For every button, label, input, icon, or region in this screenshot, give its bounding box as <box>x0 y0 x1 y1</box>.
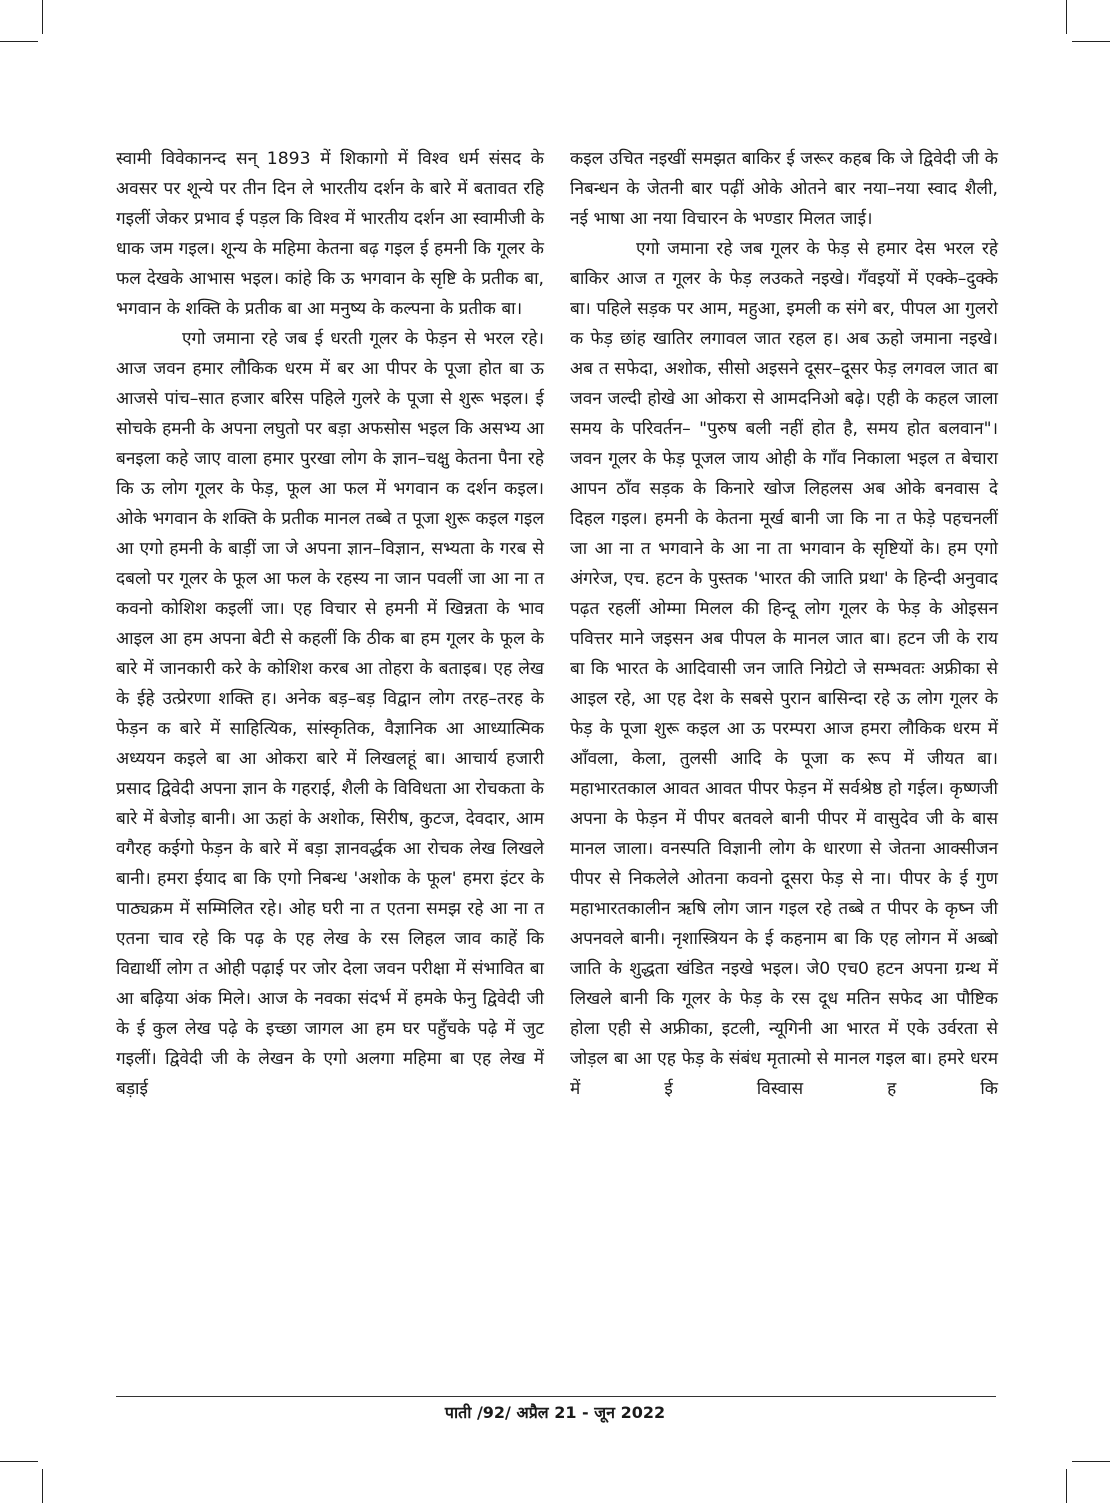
footer-divider <box>116 1396 996 1397</box>
paragraph: स्वामी विवेकानन्द सन् 1893 में शिकागो में विश्व धर्म संसद के अवसर पर शून्ये पर तीन दिन ले भारतीय दर्शन के बारे में बतावत रहि गइलीं जेकर प्रभाव ई पड़ल कि विश्व में भारतीय दर्शन आ स्वामीजी के धाक जम गइल। शून्य के महिमा केतना बढ़ गइल ई हमनी कि गूलर के फल देखके आभास भइल। कांहे कि ऊ भगवान के सृष्टि के प्रतीक बा, भगवान के शक्ति के प्रतीक बा आ मनुष्य के कल्पना के प्रतीक बा। <box>116 149 545 319</box>
crop-mark <box>1066 1469 1067 1503</box>
page-footer: पाती /92/ अप्रैल 21 - जून 2022 <box>444 1403 666 1422</box>
paragraph: एगो जमाना रहे जब ई धरती गूलर के फेड़न से भरल रहे। आज जवन हमार लौकिक धरम में बर आ पीपर के पूजा होत बा ऊ आजसे पांच–सात हजार बरिस पहिले गुलरे के पूजा से शुरू भइल। ई सोचके हमनी के अपना लघुतो पर बड़ा अफसोस भइल कि असभ्य आ बनइला कहे जाए वाला हमार पुरखा लोग के ज्ञान–चक्षु केतना पैना रहे कि ऊ लोग गूलर के फेड़, फूल आ फल में भगवान क दर्शन कइल। ओके भगवान के शक्ति के प्रतीक मानल तब्बे त पूजा शुरू कइल गइल आ एगो हमनी के बाड़ीं जा जे अपना ज्ञान–विज्ञान, सभ्यता के गरब से दबलो पर गूलर के फूल आ फल के रहस्य ना जान पवलीं जा आ ना त कवनो कोशिश कइलीं जा। एह विचार से हमनी में खिन्नता के भाव आइल आ हम अपना बेटी से कहलीं कि ठीक बा हम गूलर के फूल के बारे में जानकारी करे के कोशिश करब आ तोहरा के बताइब। एह लेख के ईहे उत्प्रेरणा शक्ति ह। अनेक बड़–बड़ विद्वान लोग तरह–तरह के फेड़न क बारे में साहित्यिक, सांस्कृतिक, वैज्ञानिक आ आध्यात्मिक अध्ययन कइले बा आ ओकरा बारे में लिखलहूं बा। आचार्य हजारी प्रसाद द्विवेदी अपना ज्ञान के गहराई, शैली के विविधता आ रोचकता के बारे में बेजोड़ बानी। आ ऊहां के अशोक, सिरीष, कुटज, देवदार, आम वगैरह कईगो फेड़न के बारे में बड़ा ज्ञानवर्द्धक आ रोचक लेख लिखले बानी। हमरा ईयाद बा कि एगो निबन्ध 'अशोक के फूल' हमरा इंटर के पाठ्यक्रम में सम्मिलित रहे। ओह घरी ना त एतना समझ रहे आ ना त एतना चाव रहे कि पढ़ के एह लेख के रस लिहल जाव काहें कि विद्यार्थी लोग त ओही पढ़ाई पर जोर देला जवन परीक्षा में संभावित बा आ बढ़िया अंक मिले। आज के नवका संदर्भ में हमके फेनु द्विवेदी जी के ई कुल लेख पढ़े के इच्छा जागल आ हम घर पहुँचके पढ़े में जुट गइलीं। द्विवेदी जी के लेखन के एगो अलगा महिमा बा एह लेख में बड़ाई <box>116 329 544 1099</box>
crop-mark <box>42 1469 43 1503</box>
crop-mark <box>42 0 43 34</box>
paragraph: एगो जमाना रहे जब गूलर के फेड़ से हमार देस भरल रहे बाकिर आज त गूलर के फेड़ लउकते नइखे। गँवइयों में एक्के–दुक्के बा। पहिले सड़क पर आम, महुआ, इमली क संगे बर, पीपल आ गुलरो क फेड़ छांह खातिर लगावल जात रहल ह। अब ऊहो जमाना नइखे। अब त सफेदा, अशोक, सीसो अइसने दूसर–दूसर फेड़ लगवल जात बा जवन जल्दी होखे आ ओकरा से आमदनिओ बढ़े। एही के कहल जाला समय के परिवर्तन– "पुरुष बली नहीं होत है, समय होत बलवान"। जवन गूलर के फेड़ पूजल जाय ओही के गाँव निकाला भइल त बेचारा आपन ठाँव सड़क के किनारे खोज लिहलस अब ओके बनवास दे दिहल गइल। हमनी के केतना मूर्ख बानी जा कि ना त फेड़े पहचनलीं जा आ ना त भगवाने के आ ना ता भगवान के सृष्टियों के। हम एगो अंगरेज, एच. हटन के पुस्तक 'भारत की जाति प्रथा' के हिन्दी अनुवाद पढ़त रहलीं ओम्मा मिलल की हिन्दू लोग गूलर के फेड़ के ओइसन पवित्तर माने जइसन अब पीपल के मानल जात बा। हटन जी के राय बा कि भारत के आदिवासी जन जाति निग्रेटो जे सम्भवतः अफ्रीका से आइल रहे, आ एह देश के सबसे पुरान बासिन्दा रहे ऊ लोग गूलर के फेड़ के पूजा शुरू कइल आ ऊ परम्परा आज हमरा लौकिक धरम में आँवला, केला, तुलसी आदि के पूजा क रूप में जीयत बा। महाभारतकाल आवत आवत पीपर फेड़न में सर्वश्रेष्ठ हो गईल। कृष्णजी अपना के फेड़न में पीपर बतवले बानी पीपर में वासुदेव जी के बास मानल जाला। वनस्पति विज्ञानी लोग के धारणा से जेतना आक्सीजन पीपर से निकलेले ओतना कवनो दूसरा फेड़ से ना। पीपर के ई गुण महाभारतकालीन ऋषि लोग जान गइल रहे तब्बे त पीपर के कृष्न जी अपनवले बानी। नृशास्त्रियन के ई कहनाम बा कि एह लोगन में अब्बो जाति के शुद्धता खंडित नइखे भइल। जे0 एच0 हटन अपना ग्रन्थ में लिखले बानी कि गूलर के फेड़ के रस दूध मतिन सफेद आ पौष्टिक होला एही से अफ्रीका, इटली, न्यूगिनी आ भारत में एके उर्वरता से जोड़ल बा आ एह फेड़ के संबंध मृतात्मो से मानल गइल बा। हमरे धरम में ई विस्वास ह कि <box>570 239 998 1099</box>
crop-mark <box>1066 0 1067 34</box>
paragraph: कइल उचित नइखीं समझत बाकिर ई जरूर कहब कि जे द्विवेदी जी के निबन्धन के जेतनी बार पढ़ीं ओके ओतने बार नया–नया स्वाद शैली, नई भाषा आ नया विचारन के भण्डार मिलत जाई। <box>570 149 998 229</box>
crop-mark <box>0 41 38 42</box>
crop-mark <box>0 1461 38 1462</box>
left-column <box>116 144 544 1104</box>
crop-mark <box>1072 1461 1110 1462</box>
crop-mark <box>1072 41 1110 42</box>
right-column <box>570 144 998 1104</box>
